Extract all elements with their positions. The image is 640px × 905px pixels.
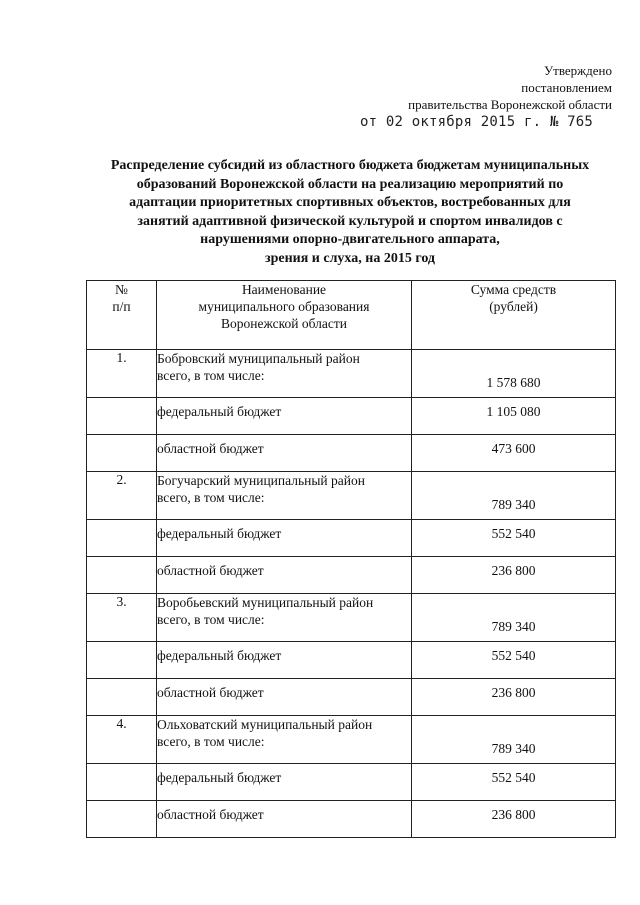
subsidy-table	[86, 280, 616, 838]
title-line: адаптации приоритетных спортивных объектов, востребованных для	[129, 195, 571, 210]
resolution-date-number: от 02 октября 2015 г. № 765	[360, 114, 593, 130]
title-line: зрения и слуха, на 2015 год	[264, 250, 436, 266]
total-amount: 789 340	[412, 472, 616, 520]
total-amount: 789 340	[412, 716, 616, 764]
federal-amount: 552 540	[412, 520, 616, 557]
municipality-name: Бобровский муниципальный район всего, в том числе:	[157, 350, 412, 398]
table-row	[87, 520, 616, 557]
approval-line-resolution: постановлением	[521, 80, 612, 95]
table-row	[87, 594, 616, 642]
federal-budget-label: федеральный бюджет	[157, 642, 412, 679]
approval-line-government: правительства Воронежской области	[408, 97, 612, 112]
header-number: № п/п	[87, 281, 157, 350]
municipality-name: Воробьевский муниципальный район всего, в том числе:	[157, 594, 412, 642]
municipality-name: Богучарский муниципальный район всего, в том числе:	[157, 472, 412, 520]
empty-cell	[87, 435, 157, 472]
regional-budget-label: областной бюджет	[157, 679, 412, 716]
row-number: 2.	[87, 472, 157, 520]
regional-amount: 236 800	[412, 679, 616, 716]
title-line: нарушениями опорно-двигательного аппарата,	[200, 232, 500, 247]
approval-line-approved: Утверждено	[543, 63, 612, 78]
regional-budget-label: областной бюджет	[157, 801, 412, 838]
empty-cell	[87, 520, 157, 557]
table-header-row	[87, 281, 616, 350]
empty-cell	[87, 642, 157, 679]
federal-budget-label: федеральный бюджет	[157, 764, 412, 801]
empty-cell	[87, 557, 157, 594]
table-row	[87, 472, 616, 520]
approval-block	[352, 62, 612, 113]
row-number: 4.	[87, 716, 157, 764]
table-row	[87, 350, 616, 398]
table-row	[87, 764, 616, 801]
title-line: Распределение субсидий из областного бюджета бюджетам муниципальных	[110, 158, 590, 173]
empty-cell	[87, 398, 157, 435]
table-row	[87, 435, 616, 472]
federal-amount: 552 540	[412, 642, 616, 679]
regional-amount: 473 600	[412, 435, 616, 472]
row-number: 1.	[87, 350, 157, 398]
regional-amount: 236 800	[412, 801, 616, 838]
table-row	[87, 716, 616, 764]
municipality-name: Ольховатский муниципальный район всего, в том числе:	[157, 716, 412, 764]
total-amount: 1 578 680	[412, 350, 616, 398]
header-amount: Сумма средств (рублей)	[412, 281, 616, 350]
table-row	[87, 642, 616, 679]
empty-cell	[87, 764, 157, 801]
regional-amount: 236 800	[412, 557, 616, 594]
table-row	[87, 398, 616, 435]
federal-amount: 1 105 080	[412, 398, 616, 435]
table-row	[87, 801, 616, 838]
total-amount: 789 340	[412, 594, 616, 642]
header-municipality: Наименование муниципального образования Воронежской области	[157, 281, 412, 350]
empty-cell	[87, 801, 157, 838]
title-line: занятий адаптивной физической культурой и спортом инвалидов с	[137, 213, 563, 229]
title-line: образований Воронежской области на реализацию мероприятий по	[136, 176, 564, 192]
table-row	[87, 679, 616, 716]
federal-budget-label: федеральный бюджет	[157, 398, 412, 435]
document-title	[70, 157, 630, 268]
table-row	[87, 557, 616, 594]
federal-budget-label: федеральный бюджет	[157, 520, 412, 557]
row-number: 3.	[87, 594, 157, 642]
federal-amount: 552 540	[412, 764, 616, 801]
empty-cell	[87, 679, 157, 716]
regional-budget-label: областной бюджет	[157, 557, 412, 594]
regional-budget-label: областной бюджет	[157, 435, 412, 472]
